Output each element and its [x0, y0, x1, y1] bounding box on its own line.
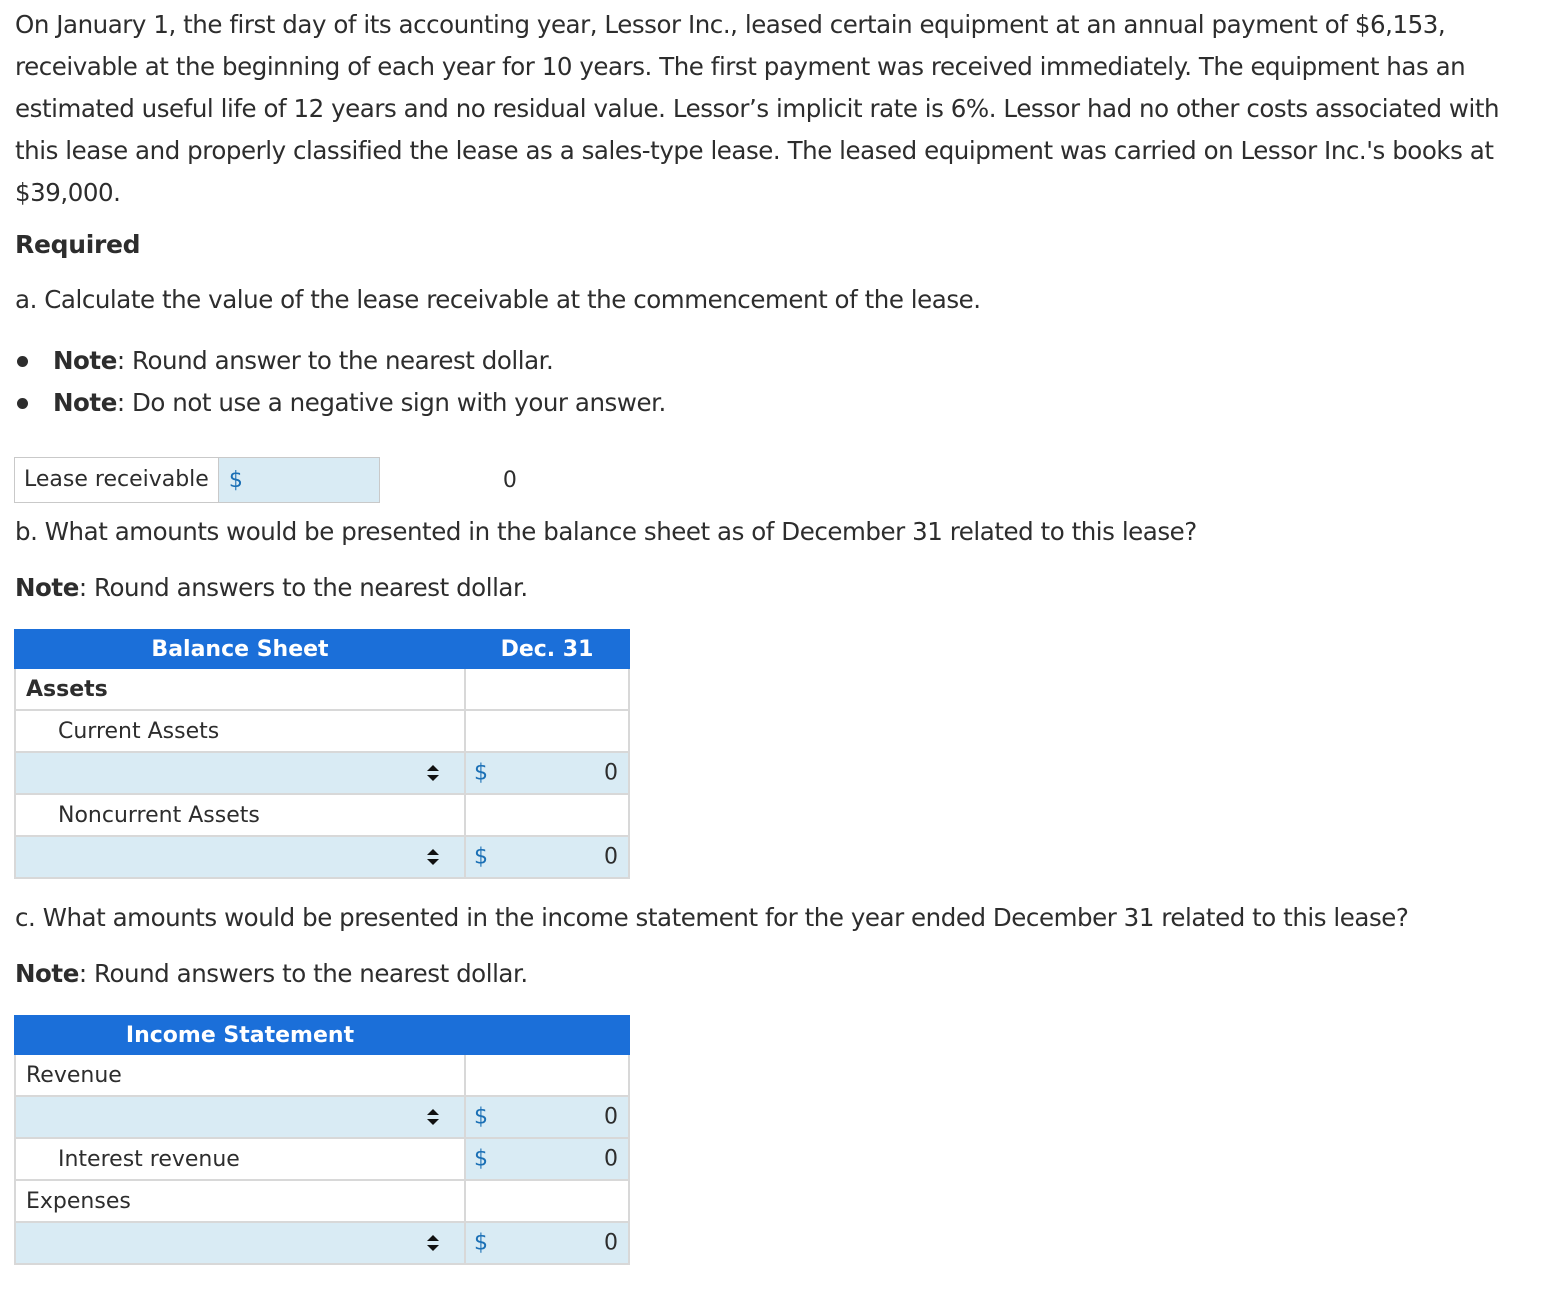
empty-cell: [465, 794, 629, 836]
select-arrows-icon: [426, 1107, 440, 1127]
bullet-icon: [17, 356, 28, 367]
revenue-select[interactable]: [15, 1096, 465, 1138]
note-label: Note: [53, 388, 117, 417]
dollar-sign: $: [474, 1230, 488, 1256]
assets-label: Assets: [15, 668, 465, 710]
select-arrows-icon: [426, 1233, 440, 1253]
part-c-question: c. What amounts would be presented in the income statement for the year ended December 31 related to this lease?: [15, 903, 1409, 932]
expenses-value-cell[interactable]: [465, 1222, 629, 1264]
interest-revenue-value-cell[interactable]: [465, 1138, 629, 1180]
bullet-icon: [17, 398, 28, 409]
part-b-question: b. What amounts would be presented in the balance sheet as of December 31 related to this lease?: [15, 517, 1197, 546]
lease-receivable-input-wrap: [219, 458, 379, 502]
dollar-sign: $: [474, 1146, 488, 1172]
part-a-notes: [15, 340, 666, 424]
table-row: [15, 794, 629, 836]
current-assets-label: Current Assets: [15, 710, 465, 752]
current-assets-value-cell[interactable]: [465, 752, 629, 794]
table-row: [15, 752, 629, 794]
expenses-select[interactable]: [15, 1222, 465, 1264]
revenue-value-cell[interactable]: [465, 1096, 629, 1138]
dec31-header: Dec. 31: [465, 630, 629, 668]
table-row: [15, 710, 629, 752]
current-assets-select[interactable]: [15, 752, 465, 794]
income-statement-header: Income Statement: [15, 1016, 465, 1054]
noncurrent-assets-value-cell[interactable]: [465, 836, 629, 878]
note-label: Note: [15, 573, 79, 602]
income-statement-table: [14, 1015, 630, 1265]
table-row: [15, 1180, 629, 1222]
empty-cell: [465, 1180, 629, 1222]
required-heading: Required: [15, 230, 141, 259]
table-row: [15, 836, 629, 878]
table-row: [15, 1222, 629, 1264]
lease-receivable-label: Lease receivable: [15, 458, 219, 502]
noncurrent-assets-label: Noncurrent Assets: [15, 794, 465, 836]
interest-revenue-input[interactable]: 0: [604, 1146, 618, 1172]
empty-cell: [465, 1054, 629, 1096]
table-row: [15, 668, 629, 710]
dollar-sign: $: [474, 844, 488, 870]
dollar-sign: $: [474, 1104, 488, 1130]
note-text: : Round answer to the nearest dollar.: [116, 346, 554, 375]
table-row: [15, 1138, 629, 1180]
note-item: [15, 340, 666, 382]
current-assets-input[interactable]: 0: [604, 760, 618, 786]
revenue-input[interactable]: 0: [604, 1104, 618, 1130]
note-text: : Do not use a negative sign with your answer.: [116, 388, 666, 417]
expenses-label: Expenses: [15, 1180, 465, 1222]
expenses-input[interactable]: 0: [604, 1230, 618, 1256]
empty-cell: [465, 668, 629, 710]
noncurrent-assets-input[interactable]: 0: [604, 844, 618, 870]
note-text: : Round answers to the nearest dollar.: [78, 573, 528, 602]
dollar-sign: $: [474, 760, 488, 786]
lease-receivable-input[interactable]: [243, 468, 517, 493]
revenue-label: Revenue: [15, 1054, 465, 1096]
select-arrows-icon: [426, 763, 440, 783]
note-item: [15, 382, 666, 424]
dollar-sign: $: [228, 467, 243, 493]
table-row: [15, 1096, 629, 1138]
interest-revenue-label: Interest revenue: [15, 1138, 465, 1180]
part-a-question: a. Calculate the value of the lease receivable at the commencement of the lease.: [15, 285, 981, 314]
table-header: [15, 1016, 629, 1054]
lease-receivable-row: [14, 457, 380, 503]
balance-sheet-header: Balance Sheet: [15, 630, 465, 668]
problem-statement: On January 1, the first day of its accounting year, Lessor Inc., leased certain equipment at an annual payment of $6,153, receivable at the beginning of each year for 10 years. The first payment was received immediately. The equipment has an estimated useful life of 12 years and no residual value. Lessor’s implicit rate is 6%. Lessor had no other costs associated with this lease and properly classified the lease as a sales-type lease. The leased equipment was carried on Lessor Inc.'s books at $39,000.: [15, 10, 1500, 207]
table-header: [15, 630, 629, 668]
note-text: : Round answers to the nearest dollar.: [78, 959, 528, 988]
income-header-right: [465, 1016, 629, 1054]
note-label: Note: [53, 346, 117, 375]
balance-sheet-table: [14, 629, 630, 879]
select-arrows-icon: [426, 847, 440, 867]
part-c-note: [15, 959, 528, 988]
noncurrent-assets-select[interactable]: [15, 836, 465, 878]
empty-cell: [465, 710, 629, 752]
part-b-note: [15, 573, 528, 602]
table-row: [15, 1054, 629, 1096]
note-label: Note: [15, 959, 79, 988]
